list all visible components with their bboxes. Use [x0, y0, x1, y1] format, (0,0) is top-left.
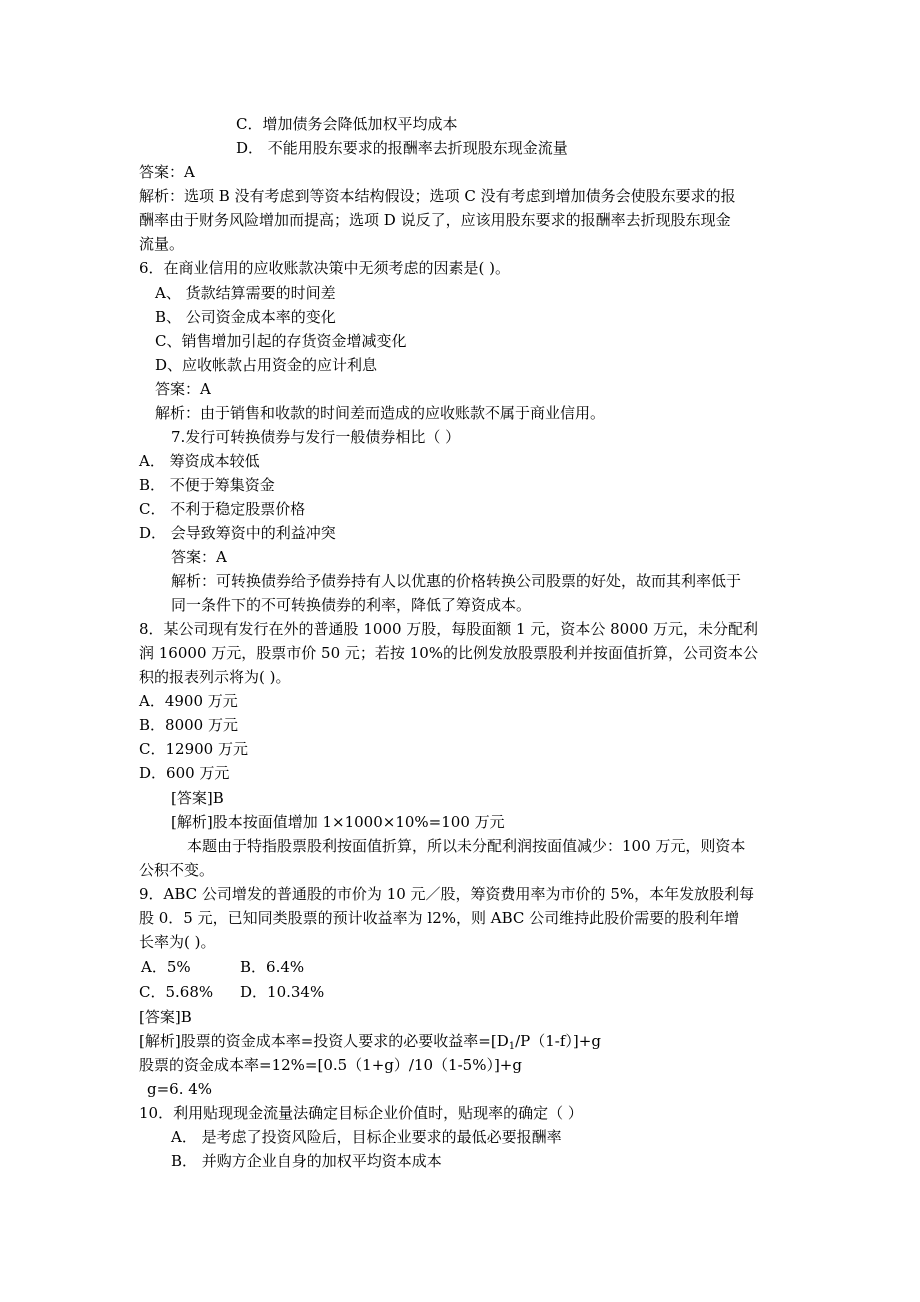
q5-option-d: D． 不能用股东要求的报酬率去折现股东现金流量 — [236, 139, 568, 157]
q6-option-b: B、 公司资金成本率的变化 — [155, 308, 336, 326]
q7-option-a: A． 筹资成本较低 — [139, 452, 260, 470]
q6-stem: 6．在商业信用的应收账款决策中无须考虑的因素是( )。 — [139, 259, 511, 277]
q5-analysis-line-2: 酬率由于财务风险增加而提高；选项 D 说反了，应该用股东要求的报酬率去折现股东现金 — [139, 211, 731, 229]
q9-result: g=6. 4% — [147, 1080, 213, 1098]
q8-stem-line-2: 润 16000 万元，股票市价 50 元；若按 10%的比例发放股票股利并按面值折算，公司资本公 — [139, 644, 758, 662]
q10-option-a: A． 是考虑了投资风险后，目标企业要求的最低必要报酬率 — [171, 1128, 562, 1146]
q8-analysis-line-1: [解析]股本按面值增加 1×1000×10%=100 万元 — [171, 813, 505, 831]
q5-analysis-line-3: 流量。 — [139, 235, 185, 253]
q6-answer: 答案：A — [155, 380, 211, 398]
q8-stem-line-1: 8．某公司现有发行在外的普通股 1000 万股，每股面额 1 元，资本公 8000 万元，未分配利 — [139, 620, 759, 638]
q7-option-b: B． 不便于筹集资金 — [139, 476, 275, 494]
q9-formula-pre: [解析]股票的资金成本率=投资人要求的必要收益率=[D — [139, 1032, 509, 1050]
q6-option-d: D、应收帐款占用资金的应计利息 — [155, 356, 378, 374]
q6-option-c: C、销售增加引起的存货资金增减变化 — [155, 332, 407, 350]
q8-analysis-line-3: 公积不变。 — [139, 861, 215, 879]
q6-option-a: A、 货款结算需要的时间差 — [155, 284, 336, 302]
q9-stem-line-1: 9．ABC 公司增发的普通股的市价为 10 元／股，筹资费用率为市价的 5%，本年发放股利每 — [139, 885, 755, 903]
q5-analysis-line-1: 解析：选项 B 没有考虑到等资本结构假设；选项 C 没有考虑到增加债务会使股东要求的报 — [139, 187, 736, 205]
q9-formula-line-1 — [139, 1029, 601, 1053]
q9-option-c: C．5.68% — [139, 983, 214, 1001]
q8-answer: [答案]B — [171, 789, 224, 807]
q7-answer: 答案：A — [171, 548, 227, 566]
q5-option-c: C．增加债务会降低加权平均成本 — [236, 115, 458, 133]
q5-answer: 答案：A — [139, 163, 195, 181]
q9-formula-post: /P（1-f）]+g — [515, 1032, 601, 1050]
q9-option-a: A．5% — [141, 958, 191, 976]
q9-formula-subscript: 1 — [508, 1041, 516, 1052]
q8-option-b: B．8000 万元 — [139, 716, 238, 734]
q8-option-d: D．600 万元 — [139, 764, 230, 782]
q8-analysis-line-2: 本题由于特指股票股利按面值折算，所以未分配利润按面值减少：100 万元，则资本 — [187, 837, 746, 855]
q8-option-c: C．12900 万元 — [139, 740, 248, 758]
q6-analysis: 解析：由于销售和收款的时间差而造成的应收账款不属于商业信用。 — [155, 404, 606, 422]
q9-option-b: B．6.4% — [240, 958, 305, 976]
q7-analysis-line-1: 解析：可转换债券给予债券持有人以优惠的价格转换公司股票的好处，故而其利率低于 — [171, 572, 742, 590]
q8-stem-line-3: 积的报表列示将为( )。 — [139, 668, 291, 686]
q7-option-c: C． 不利于稳定股票价格 — [139, 500, 306, 518]
q9-answer: [答案]B — [139, 1008, 192, 1026]
q9-stem-line-3: 长率为( )。 — [139, 933, 216, 951]
q8-option-a: A．4900 万元 — [139, 692, 238, 710]
q7-option-d: D． 会导致筹资中的利益冲突 — [139, 524, 336, 542]
q10-stem: 10．利用贴现现金流量法确定目标企业价值时，贴现率的确定（ ） — [139, 1104, 583, 1122]
q9-stem-line-2: 股 0．5 元，已知同类股票的预计收益率为 l2%，则 ABC 公司维持此股价需要的股利年增 — [139, 909, 740, 927]
q10-option-b: B． 并购方企业自身的加权平均资本成本 — [171, 1152, 442, 1170]
q7-analysis-line-2: 同一条件下的不可转换债券的利率，降低了筹资成本。 — [171, 596, 532, 614]
q9-option-d: D．10.34% — [240, 983, 325, 1001]
q7-stem: 7.发行可转换债券与发行一般债券相比（ ） — [171, 428, 461, 446]
q9-formula-line-2: 股票的资金成本率=12%=[0.5（1+g）/10（1-5%）]+g — [139, 1056, 522, 1074]
